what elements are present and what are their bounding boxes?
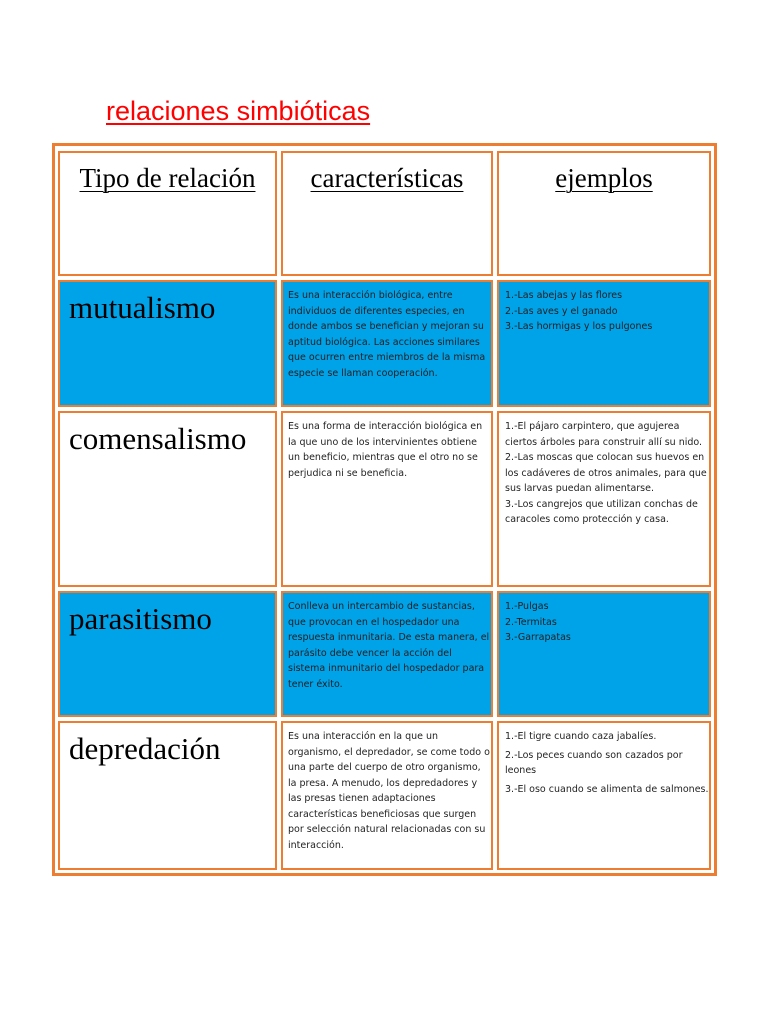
row-depredacion-type-cell [58,721,277,870]
examples-list-mutualismo [505,288,711,335]
list-item: 1.-El pájaro carpintero, que agujerea ciertos árboles para construir allí su nido. [505,421,703,448]
list-item: 3.-Los cangrejos que utilizan conchas de caracoles como protección y casa. [505,498,698,525]
row-comensalismo-description-cell [281,411,493,587]
header-cell-examples [497,151,711,276]
relation-type-mutualismo: mutualismo [69,290,216,325]
relation-description-depredacion: Es una interacción en la que un organismo, el depredador, se come todo o una parte del cuerpo de otro organismo, la presa. A menudo, los depredadores y las presas tienen adaptaciones características beneficiosas que surgen por selección natural relacionadas con su interacción. [288,731,490,851]
list-item: 1.-Pulgas [505,601,549,612]
examples-list-comensalismo [505,419,711,528]
row-mutualismo-examples-cell [497,280,711,407]
header-characteristics-label: características [310,163,464,193]
list-item: 2.-Las moscas que colocan sus huevos en los cadáveres de otros animales, para que sus larvas puedan alimentarse. [505,452,707,494]
header-type-label: Tipo de relación [79,163,256,193]
row-comensalismo-type-cell [58,411,277,587]
list-item: 3.-El oso cuando se alimenta de salmones. [505,783,709,795]
examples-list-parasitismo [505,599,711,646]
list-item: 2.-Los peces cuando son cazados por leones [505,749,683,776]
relation-description-comensalismo: Es una forma de interacción biológica en la que uno de los intervinientes obtiene un beneficio, mientras que el otro no se perjudica ni se beneficia. [288,421,483,479]
row-depredacion-examples-cell [497,721,711,870]
row-parasitismo-type-cell [58,591,277,717]
relation-description-mutualismo: Es una interacción biológica, entre individuos de diferentes especies, en donde ambos se benefician y mejoran su aptitud biológica. Las acciones similares que ocurren entre miembros de la misma especie se llaman cooperación. [288,290,486,379]
relation-description-parasitismo: Conlleva un intercambio de sustancias, que provocan en el hospedador una respuesta inmunitaria. De esta manera, el parásito debe vencer la acción del sistema inmunitario del hospedador para tener éxito. [288,601,490,690]
row-parasitismo-description-cell [281,591,493,717]
list-item: 1.-El tigre cuando caza jabalíes. [505,731,657,742]
list-item: 2.-Las aves y el ganado [505,305,618,317]
relation-type-parasitismo: parasitismo [69,601,212,636]
list-item: 3.-Garrapatas [505,632,571,643]
relation-type-depredacion: depredación [69,731,221,766]
row-mutualismo-description-cell [281,280,493,407]
header-cell-characteristics [281,151,493,276]
list-item: 3.-Las hormigas y los pulgones [505,321,653,332]
list-item: 1.-Las abejas y las flores [505,290,623,301]
row-comensalismo-examples-cell [497,411,711,587]
header-examples-label: ejemplos [555,163,653,193]
symbiosis-table [52,143,717,876]
examples-list-depredacion [505,729,711,800]
row-depredacion-description-cell [281,721,493,870]
row-mutualismo-type-cell [58,280,277,407]
list-item: 2.-Termitas [505,616,557,628]
header-cell-type [58,151,277,276]
row-parasitismo-examples-cell [497,591,711,717]
relation-type-comensalismo: comensalismo [69,421,247,456]
page-title: relaciones simbióticas [106,96,371,126]
